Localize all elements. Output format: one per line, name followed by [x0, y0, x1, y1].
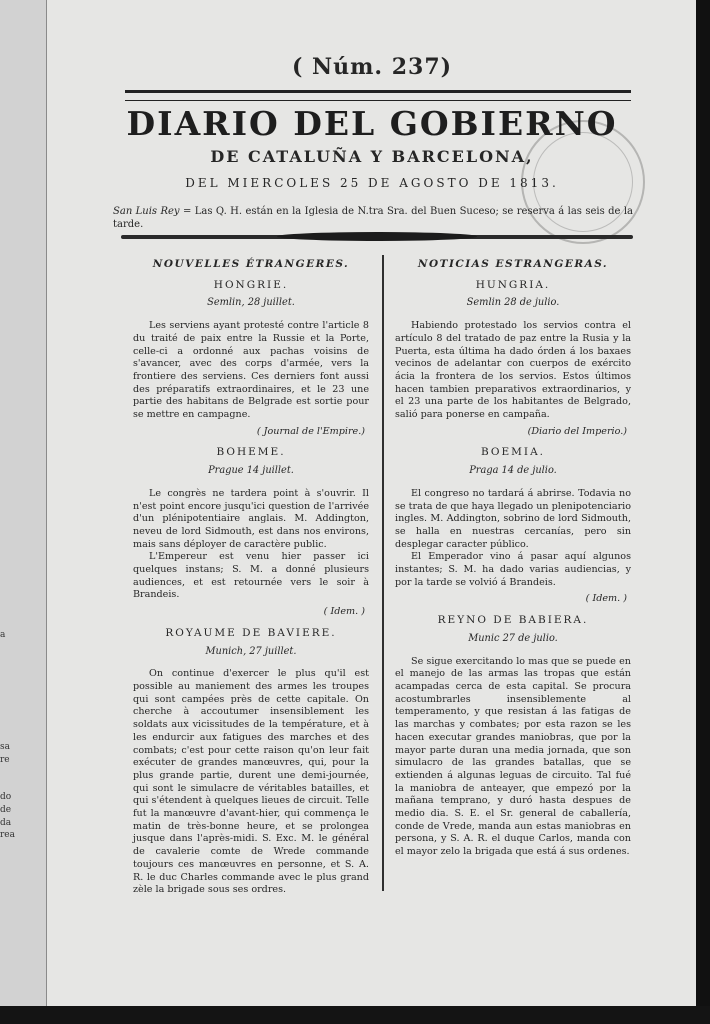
- country-heading: ROYAUME DE BAVIERE.: [165, 626, 337, 639]
- article-text: L'Empereur est venu hier passer ici quelques instans; S. M. a donné plusieurs audiences, et est retournée vers le soir à Brandeis.: [133, 551, 369, 601]
- country-heading: REYNO DE BABIERA.: [437, 614, 589, 627]
- dateline-city: Prague 14 juillet.: [208, 465, 294, 477]
- article-text: Se sigue exercitando lo mas que se puede en el manejo de las armas las tropas que están acampadas cerca de esta capital. Se procura acostumbrarles insensiblemente al temperamento, y que resistan á las fatigas de las marchas y combates; por esta razon se les hacen executar grandes maniobras, que por la mayor parte duran una media jornada, que son simulacro de las grandes batallas, que se extienden á algunas leguas de circuito. Tal fué la maniobra de anteayer, que empezó por la mañana temprano, y duró hasta despues de medio dia. S. E. el Sr. general de caballería, conde de Vrede, manda aun estas maniobras en persona, y S. A. R. el duque Carlos, manda con el mayor zelo la brigada que está á sus ordenes.: [395, 655, 631, 858]
- margin-fragment: de: [0, 805, 12, 815]
- newspaper-subtitle: DE CATALUÑA Y BARCELONA,: [210, 147, 534, 166]
- french-column: [133, 258, 369, 897]
- dateline-city: Praga 14 de julio.: [469, 465, 557, 477]
- article-text: Habiendo protestado los servios contra el artículo 8 del tratado de paz entre la Rusia y la Puerta, esta última ha dado órden á los baxaes vecinos de adelantar con cuerpos de exército ácia la frontera de los servios. Estos últimos hacen tambien preparativos extraordinarios, y el 23 una parte de los habitantes de Belgrado, salió para ponerse en campaña.: [395, 320, 631, 421]
- header-divider-ornament: [277, 232, 477, 241]
- dateline-city: Munich, 27 juillet.: [205, 645, 297, 657]
- scan-bottom-edge: [0, 1006, 710, 1024]
- dateline-city: Semlin, 28 juillet.: [207, 297, 295, 309]
- article-text: El Emperador vino á pasar aquí algunos instantes; S. M. ha dado varias audiencias, y por la tarde se volvió á Brandeis.: [395, 551, 631, 588]
- issue-date: DEL MIERCOLES 25 DE AGOSTO DE 1813.: [185, 176, 559, 190]
- saint-notice-text: = Las Q. H. están en la Iglesia de N.tra Sra. del Buen Suceso; se reserva á las seis de la tarde.: [113, 206, 633, 230]
- margin-fragment: da: [0, 818, 12, 828]
- dateline-city: Munic 27 de julio.: [468, 632, 558, 644]
- saint-notice: [113, 205, 633, 231]
- issue-number: ( Núm. 237): [291, 54, 453, 80]
- country-heading: BOHEME.: [216, 446, 286, 459]
- dateline-city: Semlin 28 de julio.: [466, 297, 560, 309]
- country-heading: HONGRIE.: [213, 278, 289, 291]
- country-heading: HUNGRIA.: [475, 278, 551, 291]
- margin-fragment: sa: [0, 742, 10, 752]
- margin-fragment: do: [0, 792, 12, 802]
- section-header: NOTICIAS ESTRANGERAS.: [417, 258, 609, 270]
- masthead-rule: [125, 90, 631, 101]
- margin-fragment: re: [0, 755, 10, 765]
- article-source: ( Idem. ): [585, 593, 627, 605]
- article-source: ( Idem. ): [323, 606, 365, 618]
- spanish-column: [395, 258, 631, 859]
- article-text: Les serviens ayant protesté contre l'article 8 du traité de paix entre la Russie et la Porte, celle-ci a ordonné aux pachas voisins de s'avancer, avec des corps d'armée, vers la frontiere des serviens. Ces derniers font aussi des préparatifs extraordinaires, et le 23 une partie des habitans de Belgrade est sortie pour se mettre en campagne.: [133, 320, 369, 421]
- margin-fragment: rea: [0, 830, 15, 840]
- article-text: On continue d'exercer le plus qu'il est possible au maniement des armes les troupes qui sont campées près de cette capitale. On cherche à accoutumer insensiblement les soldats aux vicissitudes de la température, et à les endurcir aux fatigues des marches et des combats; c'est pour cette raison qu'on leur fait exécuter de grandes manœuvres, qui, pour la plus grande partie, durent une demi-journée, qui sont le simulacre de véritables batailles, et qui s'étendent à quelques lieues de circuit. Telle fut la manœuvre d'avant-hier, qui commença le matin de très-bonne heure, et se prolongea jusque dans l'après-midi. S. Exc. M. le général de cavalerie comte de Wrede commande toujours ces manœuvres en personne, et S. A. R. le duc Charles commande avec le plus grand zèle la brigade sous ses ordres.: [133, 668, 369, 896]
- article-source: ( Journal de l'Empire.): [256, 425, 365, 437]
- saint-name: San Luis Rey: [113, 206, 180, 217]
- column-divider: [382, 255, 384, 891]
- country-heading: BOEMIA.: [480, 446, 545, 459]
- article-text: Le congrès ne tardera point à s'ouvrir. Il n'est point encore jusqu'ici question de l'arrivée d'un plénipotentiaire anglais. M. Addington, neveu de lord Sidmouth, est dans nos environs, mais sans déployer de caractère public.: [133, 487, 369, 550]
- adjacent-page-strip: [0, 0, 48, 1006]
- newspaper-title: DIARIO DEL GOBIERNO: [126, 104, 618, 143]
- section-header: NOUVELLES ÉTRANGERES.: [152, 258, 350, 270]
- margin-fragment: a: [0, 630, 6, 640]
- article-source: (Diario del Imperio.): [527, 425, 627, 437]
- article-text: El congreso no tardará á abrirse. Todavia no se trata de que haya llegado un plenipotenciario ingles. M. Addington, sobrino de lord Sidmouth, se halla en nuestras cercanías, pero sin desplegar caracter público.: [395, 487, 631, 550]
- newspaper-page: [46, 0, 697, 1006]
- scan-right-edge: [696, 0, 710, 1024]
